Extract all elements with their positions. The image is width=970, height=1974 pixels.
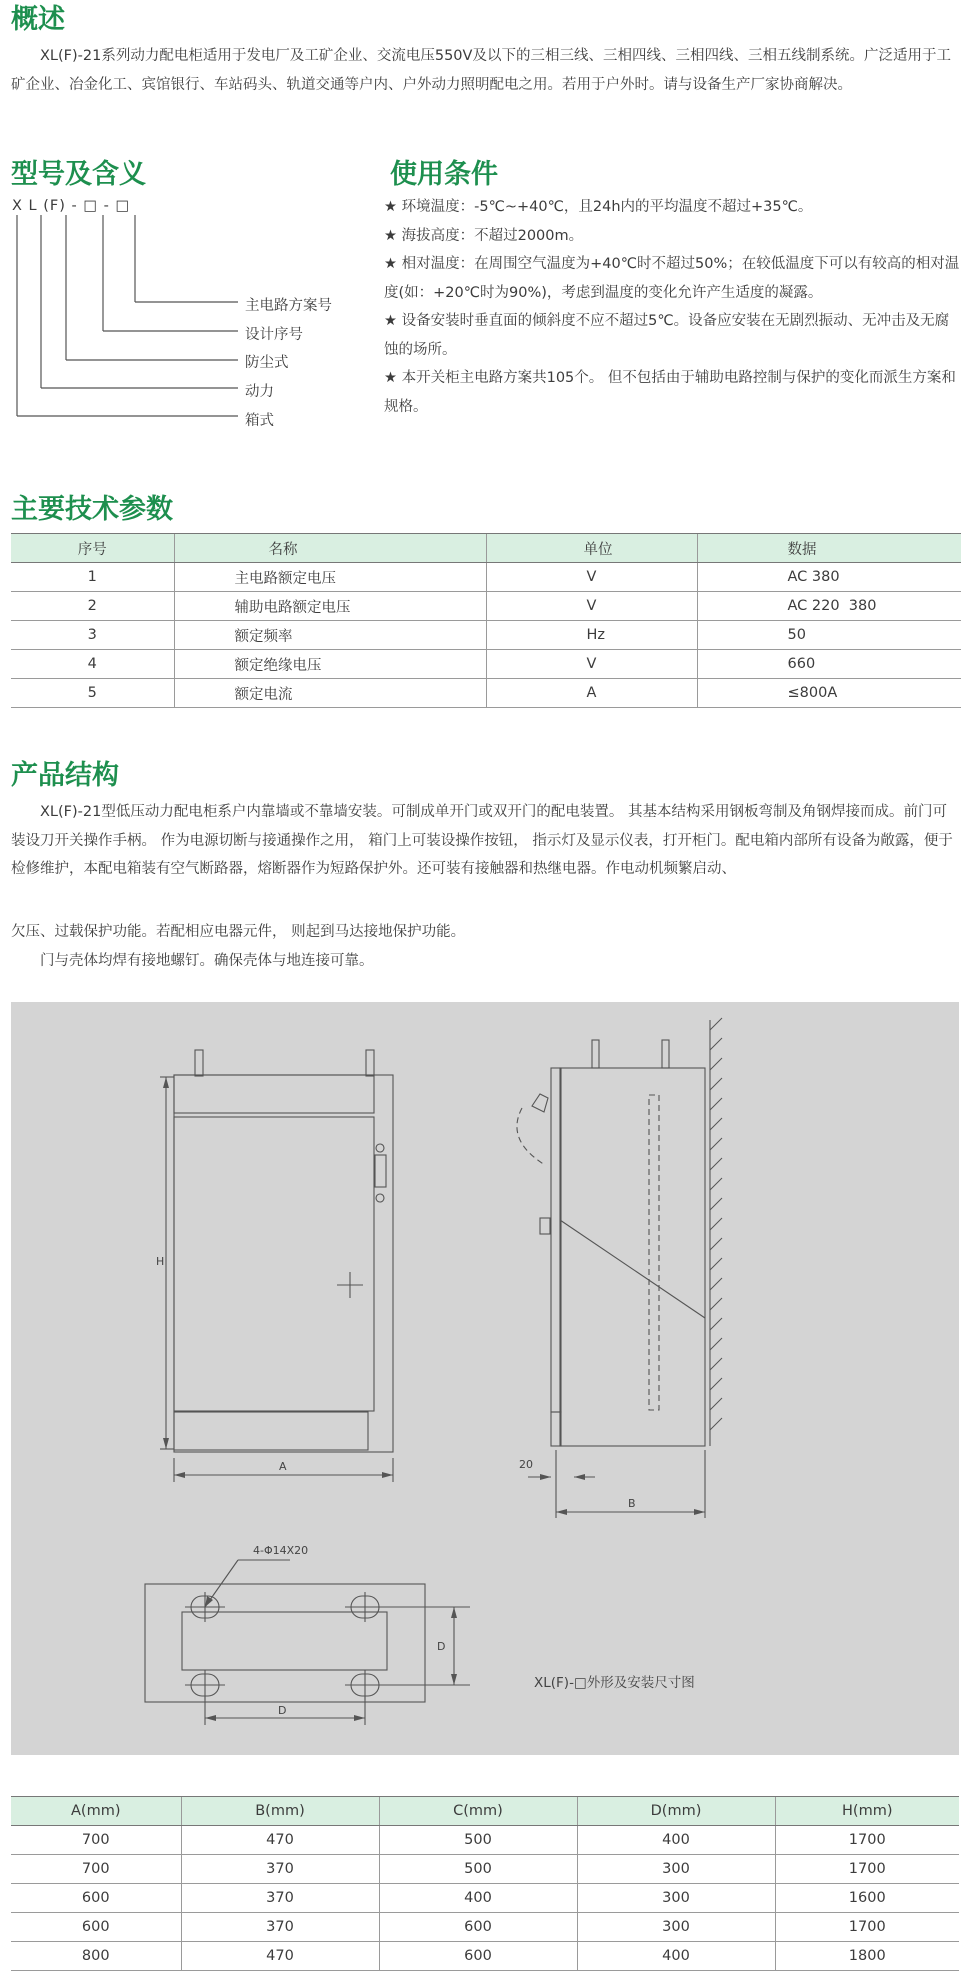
table-cell: 370 (181, 1855, 379, 1884)
front-frame (174, 1075, 393, 1452)
front-top-band (174, 1075, 374, 1113)
model-label: 动力 (245, 384, 274, 401)
dim-label-B: B (628, 1497, 636, 1510)
table-cell: 600 (11, 1884, 181, 1913)
table-cell: 500 (379, 1826, 577, 1855)
hole-label: 4-Φ14X20 (253, 1544, 309, 1557)
dim-label-A: A (279, 1460, 287, 1473)
table-cell: 470 (181, 1826, 379, 1855)
structure-paragraph: XL(F)-21型低压动力配电柜系户内靠墙或不靠墙安装。可制成单开门或双开门的配电装置。 其基本结构采用钢板弯制及角钢焊接而成。前门可装设刀开关操作手柄。 作为电源切断与接通操作之用， 箱门上可装设操作按钮， 指示灯及显示仪表，打开柜门。配电箱内部所有设备为敞露，便于检修维护，本配电箱装有空气断路器，熔断器作为短路保护外。还可装有接触器和热继电器。作电动机频繁启动、 (11, 804, 953, 877)
dims-header-cell: D(mm) (577, 1797, 775, 1826)
model-label: 主电路方案号 (245, 298, 332, 314)
table-cell: 1700 (775, 1855, 959, 1884)
table-cell: 3 (11, 621, 174, 650)
table-cell: V (486, 592, 697, 621)
table-cell: 4 (11, 650, 174, 679)
table-row (11, 1855, 959, 1884)
table-row (11, 1884, 959, 1913)
table-cell: 主电路额定电压 (174, 563, 486, 592)
base-plan-outer (145, 1584, 425, 1702)
side-body (560, 1068, 705, 1446)
table-cell: 470 (181, 1942, 379, 1971)
table-cell: 600 (11, 1913, 181, 1942)
table-cell: 600 (379, 1942, 577, 1971)
table-cell: AC 380 (697, 563, 961, 592)
table-cell: 700 (11, 1855, 181, 1884)
model-title: 型号及含义 (11, 159, 146, 190)
door-handle (375, 1155, 386, 1187)
table-cell: V (486, 563, 697, 592)
table-cell: 300 (577, 1884, 775, 1913)
table-cell: 额定电流 (174, 679, 486, 708)
model-label: 箱式 (245, 412, 274, 429)
conditions-title: 使用条件 (390, 159, 498, 190)
structure-paragraph: 门与壳体均焊有接地螺钉。确保壳体与地连接可靠。 (40, 953, 374, 969)
dim-label-D: D (437, 1640, 446, 1653)
dim-label-H: H (156, 1255, 165, 1268)
table-cell: 5 (11, 679, 174, 708)
table-cell: 1600 (775, 1884, 959, 1913)
table-cell: 300 (577, 1913, 775, 1942)
condition-item: ★ 海拔高度：不超过2000m。 (384, 227, 584, 244)
structure-paragraph: 欠压、过载保护功能。若配相应电器元件， 则起到马达接地保护功能。 (11, 924, 466, 940)
dims-header-cell: H(mm) (775, 1797, 959, 1826)
table-cell: 1700 (775, 1913, 959, 1942)
table-cell: 辅助电路额定电压 (174, 592, 486, 621)
lifting-eye-right (366, 1050, 374, 1076)
base-plan-inner (182, 1612, 387, 1670)
table-cell: A (486, 679, 697, 708)
dims-table (11, 1796, 959, 1971)
table-cell: 额定频率 (174, 621, 486, 650)
table-cell: 1800 (775, 1942, 959, 1971)
condition-item: ★ 本开关柜主电路方案共105个。 但不包括由于辅助电路控制与保护的变化而派生方案和规格。 (384, 370, 956, 415)
table-cell: 660 (697, 650, 961, 679)
table-cell: 400 (577, 1942, 775, 1971)
table-cell: 800 (11, 1942, 181, 1971)
model-label: 防尘式 (245, 355, 289, 372)
table-cell: 400 (379, 1884, 577, 1913)
lifting-eye-left (195, 1050, 203, 1076)
table-cell: 700 (11, 1826, 181, 1855)
overview-title: 概述 (11, 4, 65, 35)
dims-header-cell: A(mm) (11, 1797, 181, 1826)
table-row (11, 1913, 959, 1942)
model-code: X L (F) - □ - □ (12, 198, 131, 214)
table-cell: 370 (181, 1913, 379, 1942)
table-cell: 1700 (775, 1826, 959, 1855)
condition-item: ★ 环境温度：-5℃~+40℃，且24h内的平均温度不超过+35℃。 (384, 199, 813, 215)
table-cell: 50 (697, 621, 961, 650)
dim-label-D: D (278, 1704, 287, 1717)
condition-item: ★ 相对温度：在周围空气温度为+40℃时不超过50%；在较低温度下可以有较高的相对温度(如：+20℃时为90%)，考虑到温度的变化允许产生适度的凝露。 (384, 256, 960, 301)
table-row (11, 1826, 959, 1855)
table-cell: 500 (379, 1855, 577, 1884)
table-cell: Hz (486, 621, 697, 650)
model-label: 设计序号 (245, 326, 303, 343)
table-row (11, 1942, 959, 1971)
table-cell: 额定绝缘电压 (174, 650, 486, 679)
params-header-cell: 单位 (486, 534, 697, 563)
table-cell: 370 (181, 1884, 379, 1913)
table-cell: AC 220 380 (697, 592, 961, 621)
table-cell: 300 (577, 1855, 775, 1884)
condition-item: ★ 设备安装时垂直面的倾斜度不应不超过5℃。设备应安装在无剧烈振动、无冲击及无腐蚀的场所。 (384, 313, 950, 358)
dims-header-cell: B(mm) (181, 1797, 379, 1826)
table-cell: 1 (11, 563, 174, 592)
params-title: 主要技术参数 (11, 494, 173, 525)
overview-paragraph: XL(F)-21系列动力配电柜适用于发电厂及工矿企业、交流电压550V及以下的三相三线、三相四线、三相四线、三相五线制系统。广泛适用于工矿企业、冶金化工、宾馆银行、车站码头、轨道交通等户内、户外动力照明配电之用。若用于户外时。请与设备生产厂家协商解决。 (11, 48, 951, 93)
params-header-cell: 序号 (11, 534, 174, 563)
table-cell: ≤800A (697, 679, 961, 708)
table-cell: V (486, 650, 697, 679)
table-cell: 400 (577, 1826, 775, 1855)
drawing-caption: XL(F)-□外形及安装尺寸图 (534, 1675, 695, 1691)
params-header-cell: 名称 (174, 534, 486, 563)
front-door (174, 1117, 374, 1411)
table-cell: 600 (379, 1913, 577, 1942)
front-base (174, 1412, 368, 1450)
table-cell: 2 (11, 592, 174, 621)
params-header-cell: 数据 (697, 534, 961, 563)
dims-header-cell: C(mm) (379, 1797, 577, 1826)
dims-header-row (11, 1797, 959, 1826)
dim-label-20: 20 (519, 1458, 533, 1471)
structure-title: 产品结构 (11, 760, 119, 791)
